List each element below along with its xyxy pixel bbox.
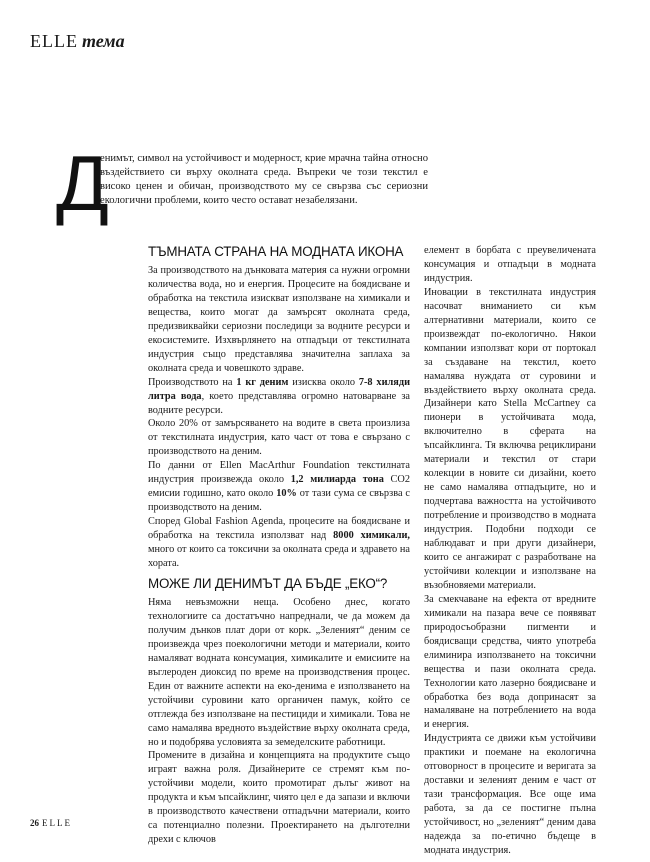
highlight: 1 кг деним	[236, 376, 289, 388]
highlight: 8000 химикали,	[333, 530, 410, 542]
section-heading-dark-side: ТЪМНАТА СТРАНА НА МОДНАТА ИКОНА	[148, 244, 404, 259]
drop-cap: Д	[56, 139, 109, 227]
magazine-brand: ELLE	[30, 31, 78, 51]
paragraph: По данни от Ellen MacArthur Foundation текстилната индустрия произвежда около 1,2 милиарда тона CO2 емисии годишно, като около 10% от тази сума се свързва с производството на деним.	[148, 460, 411, 514]
highlight: 10%	[276, 488, 297, 500]
footer-brand: ELLE	[42, 818, 72, 828]
page-header	[30, 31, 125, 51]
section-label: тема	[81, 31, 125, 51]
paragraph: Около 20% от замърсяването на водите в света произлиза от текстилната индустрия, като част от това е свързано с производството на деним.	[148, 418, 410, 458]
highlight: 1,2 милиарда тона	[290, 474, 384, 486]
paragraph: За производството на дънковата материя са нужни огромни количества вода, но и енергия. Процесите на боядисване и обработка на текстила изискват използване на химикали и вещества, които могат да замърсят околната среда, предизвиквайки сериозни последици за водните ресурси и екосистемите. Изхвърлянето на отпадъци от текстилната индустрия също представлява значителна заплаха за околната среда и човешкото здраве.	[148, 265, 410, 374]
paragraph: Производството на 1 кг деним изисква около 7-8 хиляди литра вода, което представлява огромно натоварване за водните ресурси.	[148, 376, 410, 416]
paragraph: Иновации в текстилната индустрия насочват вниманието си към алтернативни материали, които се произвеждат по-екологично. Някои компании използват кори от портокал за създаване на текстил, което намалява нуждата от суровини и въздействието върху околната среда. Дизайнери като Stella McCartney са пионери в устойчивата мода, включително в сферата на ъпсайклинга. Тя включва рециклирани материали и текстил от стари колекции в новите си дизайни, което не само намалява отпадъците, но и подчертава важността на устойчивото потребление и производство в модната индустрия. Подобни подходи се наблюдават и при други дизайнери, които се ангажират с разработване на устойчиви колекции и използване на възобновяеми материали.	[424, 286, 596, 591]
article-column-1	[148, 244, 410, 847]
paragraph: Индустрията се движи към устойчиви практики и поемане на екологична отговорност в процесите и веригата за доставки и зеленият деним е част от тази трансформация. Все още има работа, за да се постигне пълна устойчивост, но „зеленият“ деним дава надежда за по-етично бъдеще в модната индустрия.	[424, 733, 596, 856]
paragraph: елемент в борбата с преувеличената консумация и отпадъци в модната индустрия.	[424, 245, 596, 284]
intro-text: енимът, символ на устойчивост и модерност, крие мрачна тайна относно въздействието си върху околната среда. Въпреки че този текстил е високо ценен и обичан, производството му се свързва със сериозни екологични проблеми, които често остават незабелязани.	[100, 153, 428, 206]
paragraph: Няма невъзможни неща. Особено днес, когато технологиите са достатъчно напреднали, че да можем да получим дънков плат дори от корк. „Зеленият“ деним се произвежда чрез поекологични методи и материали, които намаляват водната консумация, химикалите и емисиите на въглероден диоксид по време на производствения процес. Един от важните аспекти на еко-денима е използването на устойчиви суровини като органичен памук, който се отглежда без използване на пестициди и химикали. Това не само намалява вредното въздействие върху околната среда, но и подобрява условията за земеделските работници.	[148, 596, 410, 748]
paragraph: Според Global Fashion Agenda, процесите на боядисване и обработка на текстила използват над 8000 химикали, много от които са токсични за околната среда и здравето на хората.	[148, 516, 410, 570]
paragraph: Промените в дизайна и концепцията на продуктите също играят важна роля. Дизайнерите се стремят към по-устойчиви модели, които промотират дълъг живот на продукта и към ъпсайклинг, чиято цел е да запази и включи в производството качествени отпадъчни материали, които са потенциално полезни. Проектирането на дълготелни дрехи с ключов	[148, 750, 410, 846]
page-footer	[30, 818, 72, 828]
section-heading-eco-denim: МОЖЕ ЛИ ДЕНИМЪТ ДА БЪДЕ „ЕКО“?	[148, 575, 388, 591]
page-number: 26	[30, 818, 39, 828]
article-column-2	[424, 244, 596, 858]
intro-block	[56, 139, 428, 227]
paragraph: За смекчаване на ефекта от вредните химикали на пазара вече се появяват природосъобразни пигменти и боядисващи средства, чиято употреба елиминира използването на токсични вещества и пази околната среда. Технологии като лазерно боядисване и обработка без вода допринасят за намаляване на потреблението на вода и енергия.	[424, 593, 596, 731]
highlight: 7-8 хиляди литра вода	[148, 376, 410, 402]
